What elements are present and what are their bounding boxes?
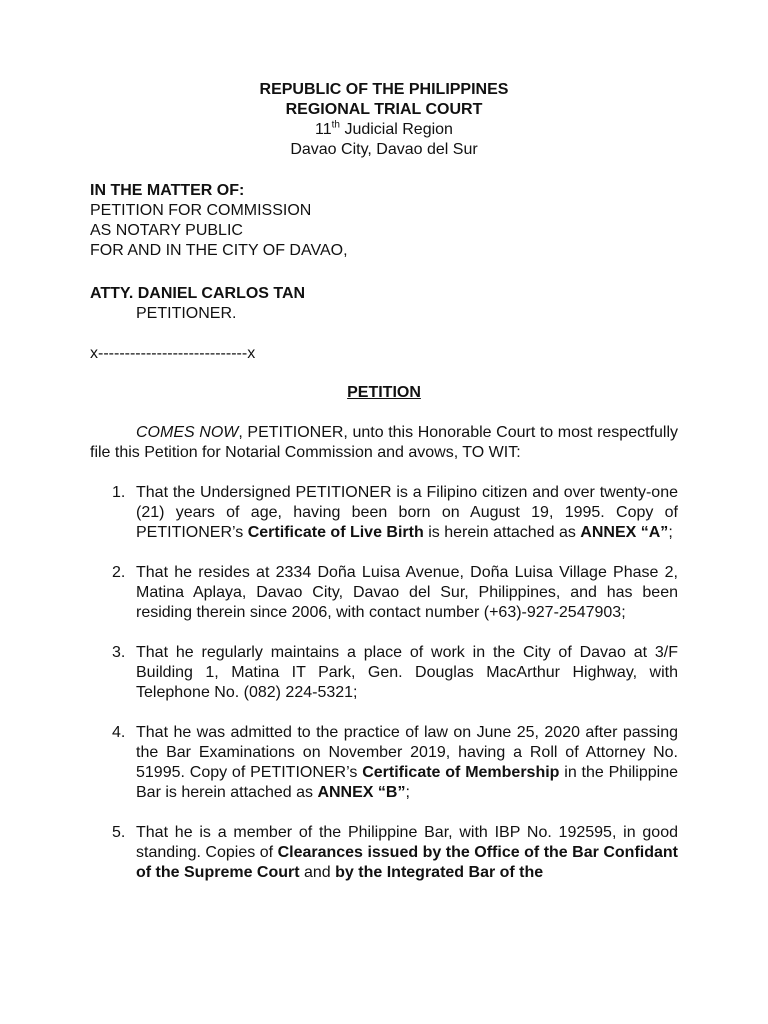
intro-text: , PETITIONER, unto this Honorable Court to most respectfully file this Petition for Notarial Commission and avows, TO WIT: (90, 424, 679, 461)
list-item: 1. That the Undersigned PETITIONER is a Filipino citizen and over twenty-one (21) years of age, having been born on August 19, 1995. Copy of PETITIONER’s Certificate of Live Birth is herein attached as ANNEX “A”; (112, 484, 678, 541)
list-item: 2. That he resides at 2334 Doña Luisa Avenue, Doña Luisa Village Phase 2, Matina Aplaya, Davao City, Davao del Sur, Philippines, and has been residing therein since 2006, with contact number (+63)-927-2547903; (112, 564, 678, 621)
intro-comes-now: COMES NOW (136, 424, 239, 441)
caption-line-3: FOR AND IN THE CITY OF DAVAO, (90, 242, 348, 259)
list-number: 2. (112, 564, 126, 581)
list-item: 4. That he was admitted to the practice of law on June 25, 2020 after passing the Bar Examinations on November 2019, having a Roll of Attorney No. 51995. Copy of PETITIONER’s Certificate of Membership in the Philippine Bar is herein attached as ANNEX “B”; (112, 724, 679, 801)
header-republic: REPUBLIC OF THE PHILIPPINES (259, 81, 509, 98)
header-location: Davao City, Davao del Sur (290, 141, 478, 158)
header-court: REGIONAL TRIAL COURT (285, 101, 483, 118)
intro-paragraph (90, 423, 678, 463)
case-caption (90, 181, 690, 261)
caption-line-1: PETITION FOR COMMISSION (90, 202, 312, 219)
separator-line: x----------------------------x (90, 345, 256, 362)
court-header (0, 80, 768, 160)
caption-line-2: AS NOTARY PUBLIC (90, 222, 243, 239)
header-region: 11th Judicial Region (315, 119, 453, 138)
list-number: 1. (112, 484, 126, 501)
petitioner-label: PETITIONER. (136, 305, 237, 322)
document-title: PETITION (347, 384, 421, 401)
petitioner-block (90, 284, 690, 324)
list-item: 5. That he is a member of the Philippine Bar, with IBP No. 192595, in good standing. Copies of Clearances issued by the Office of the Bar Confidant of the Supreme Court and by the Integrated Bar of the (112, 824, 679, 881)
petitioner-name: ATTY. DANIEL CARLOS TAN (90, 285, 306, 302)
list-number: 5. (112, 824, 126, 841)
list-number: 3. (112, 644, 126, 661)
list-item: 3. That he regularly maintains a place of work in the City of Davao at 3/F Building 1, Matina IT Park, Gen. Douglas MacArthur Highway, with Telephone No. (082) 224-5321; (112, 644, 678, 701)
list-number: 4. (112, 724, 126, 741)
numbered-list (90, 483, 678, 903)
caption-matter: IN THE MATTER OF: (90, 182, 245, 199)
